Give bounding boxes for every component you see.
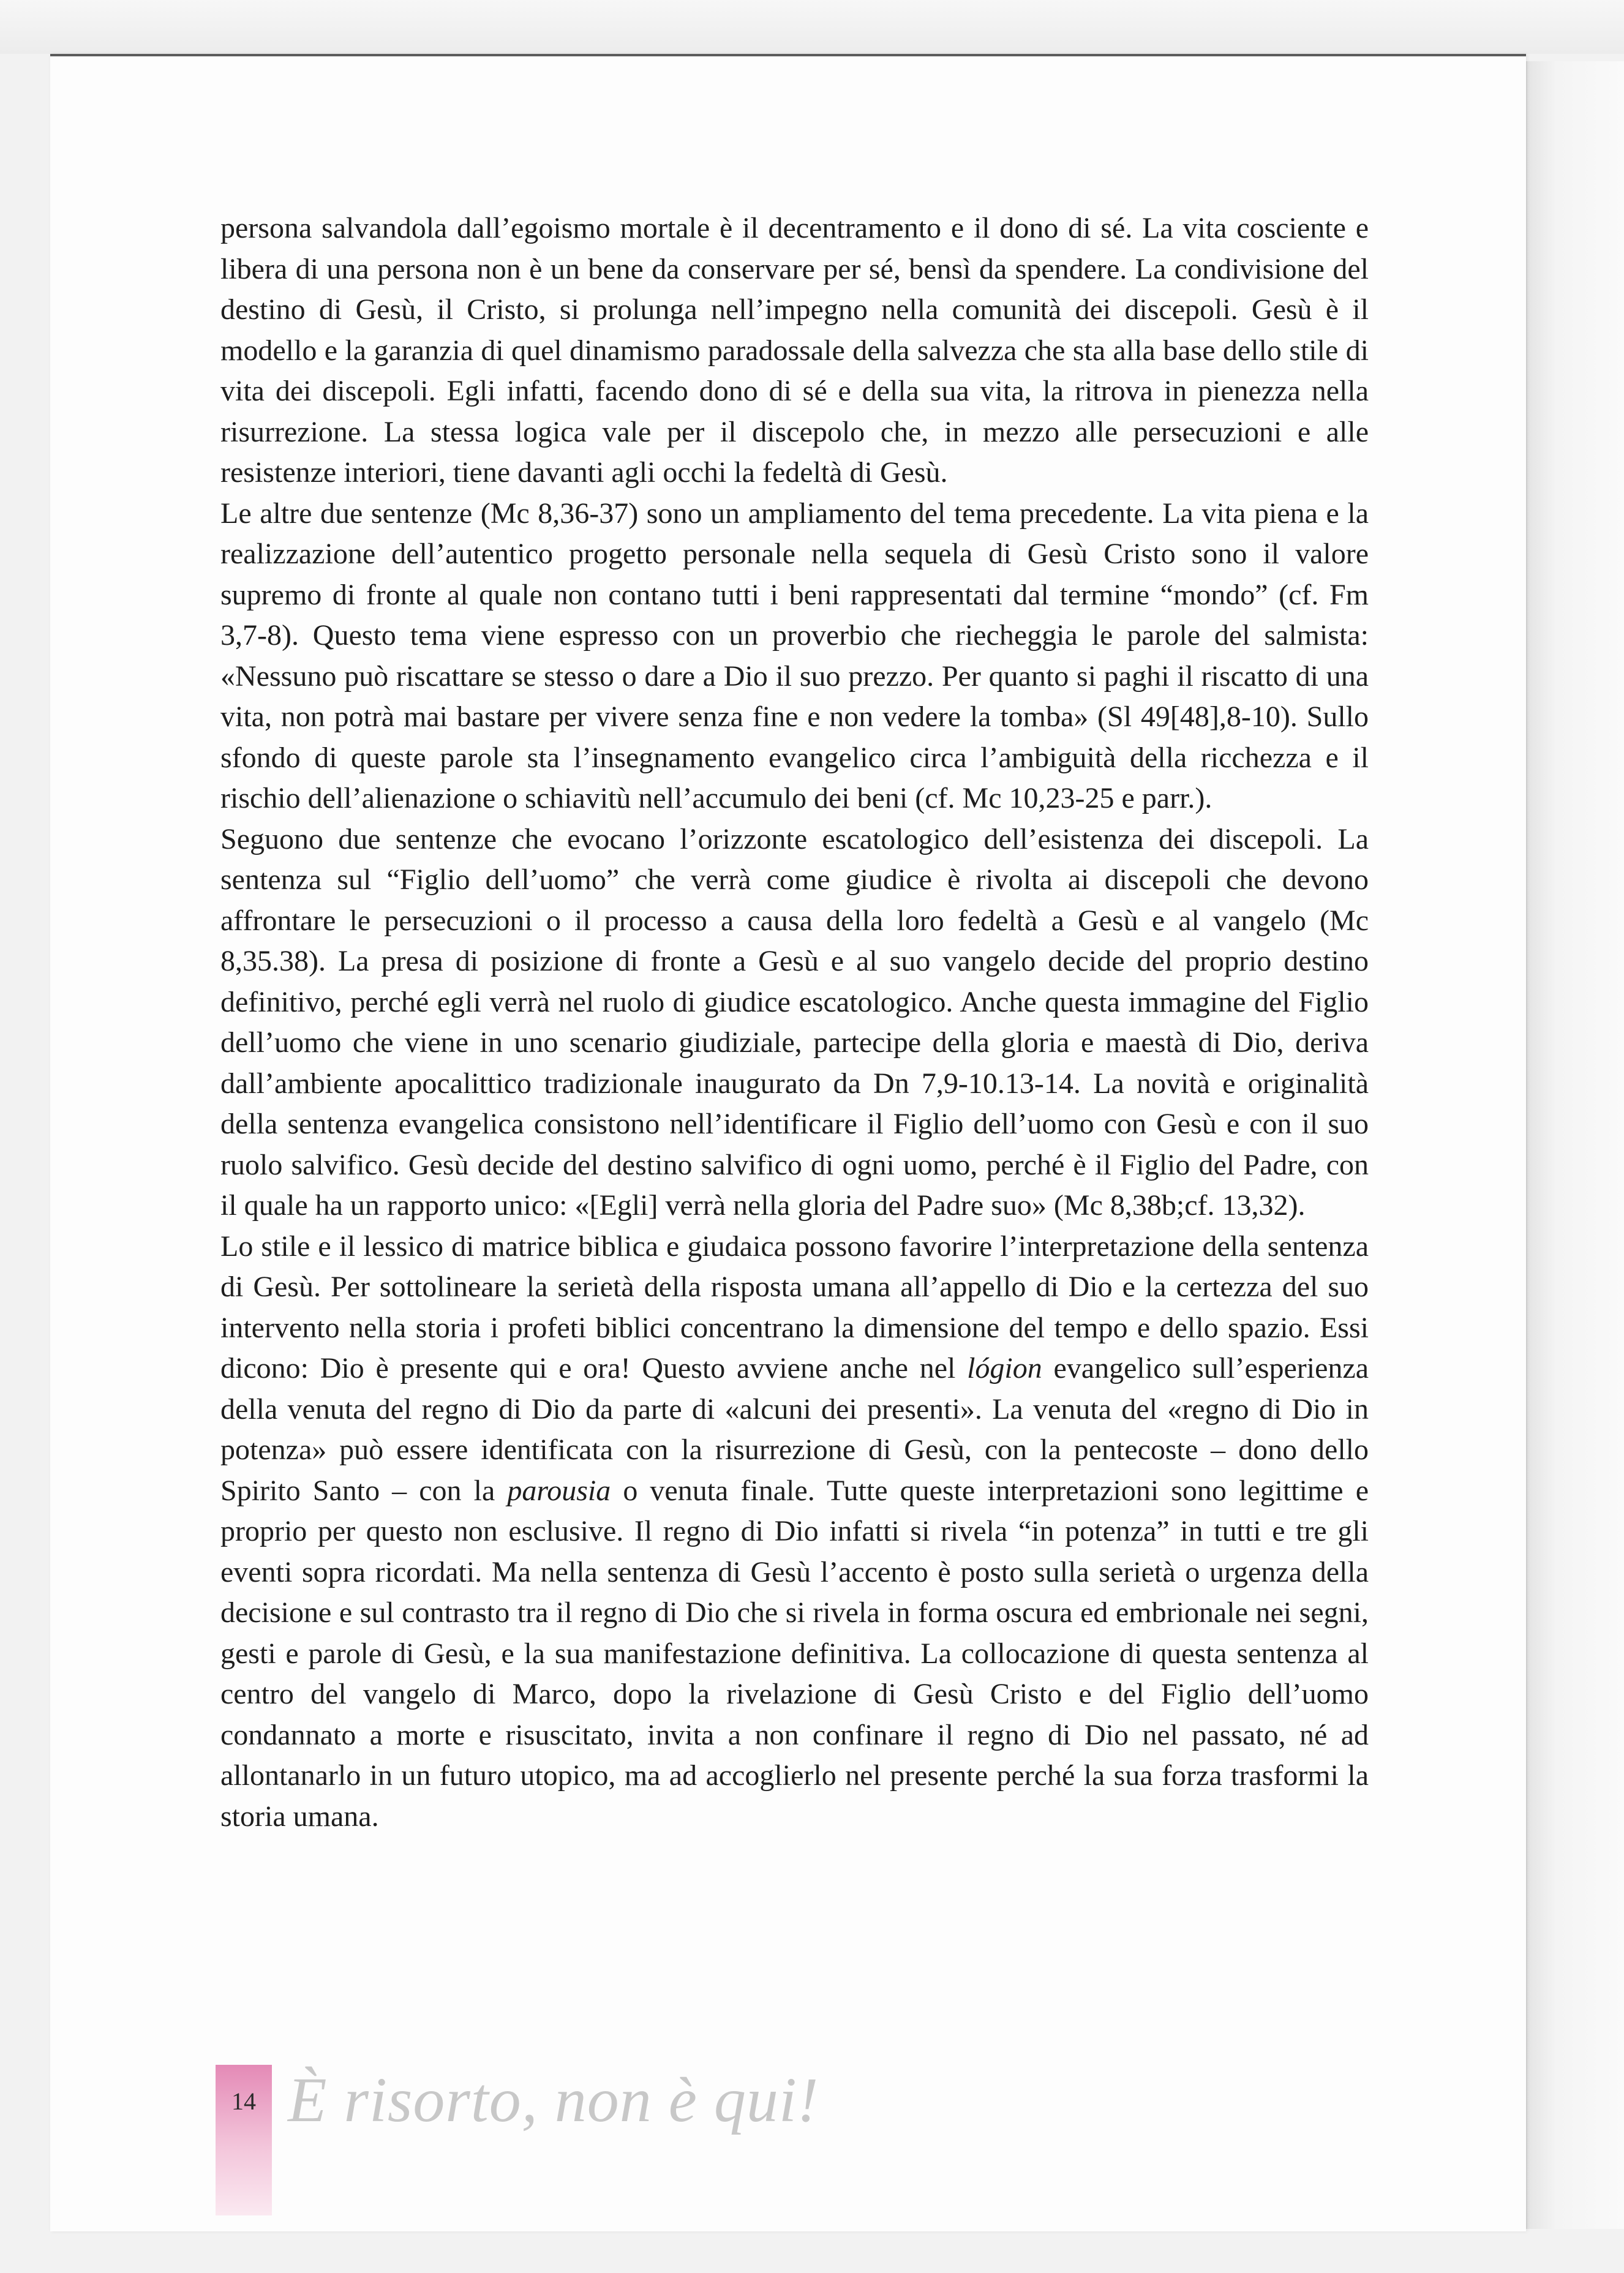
paragraph-text: evangelico sull’esperienza della venuta del regno di Dio da parte di «alcuni dei presenti». La venuta del «regno di Dio in potenza» può essere identificata con la risurrezione di Gesù, con la pentecoste – dono dello Spirito Santo – con la xyxy=(220,1352,1369,1507)
paragraph-text: o venuta finale. Tutte queste interpretazioni sono legittime e proprio per questo non esclusive. Il regno di Dio infatti si rivela “in potenza” in tutti e tre gli eventi sopra ricordati. Ma nella sentenza di Gesù l’accento è posto sulla serietà o urgenza della decisione e sul contrasto tra il regno di Dio che si rivela in forma oscura ed embrionale nei segni, gesti e parole di Gesù, e la sua manifestazione definitiva. La collocazione di questa sentenza al centro del vangelo di Marco, dopo la rivelazione di Gesù Cristo e del Figlio dell’uomo condannato a morte e risuscitato, invita a non confinare il regno di Dio nel passato, né ad allontanarlo in un futuro utopico, ma ad accoglierlo nel presente perché la sua forza trasformi la storia umana. xyxy=(220,1474,1369,1833)
body-text xyxy=(220,208,1369,1837)
paragraph-text: Seguono due sentenze che evocano l’orizzonte escatologico dell’esistenza dei discepoli. La sentenza sul “Figlio dell’uomo” che verrà come giudice è rivolta ai discepoli che devono affrontare le persecuzioni o il processo a causa della loro fedeltà a Gesù e al vangelo (Mc 8,35.38). La presa di posizione di fronte a Gesù e al suo vangelo decide del proprio destino definitivo, perché egli verrà nel ruolo di giudice escatologico. Anche questa immagine del Figlio dell’uomo che viene in uno scenario giudiziale, partecipe della gloria e maestà di Dio, deriva dall’ambiente apocalittico tradizionale inaugurato da Dn 7,9-10.13-14. La novità e originalità della sentenza evangelica consistono nell’identificare il Figlio dell’uomo con Gesù e con il suo ruolo salvifico. Gesù decide del destino salvifico di ogni uomo, perché è il Figlio del Padre, con il quale ha un rapporto unico: «[Egli] verrà nella gloria del Padre suo» (Mc 8,38b;cf. 13,32). xyxy=(220,822,1369,1222)
facing-page-edge xyxy=(1526,61,1624,2229)
paragraph-text: Lo stile e il lessico di matrice biblica e giudaica possono favorire l’interpretazione della sentenza di Gesù. Per sottolineare la serietà della risposta umana all’appello di Dio e la certezza del suo intervento nella storia i profeti biblici concentrano la dimensione del tempo e dello spazio. Essi dicono: Dio è presente qui e ora! Questo avviene anche nel xyxy=(220,1230,1369,1384)
paragraph xyxy=(220,494,1369,819)
italic-term: parousia xyxy=(507,1474,611,1507)
running-footer-title: È risorto, non è qui! xyxy=(288,2065,819,2135)
paragraph xyxy=(220,1227,1369,1838)
paragraph-text: Le altre due sentenze (Mc 8,36-37) sono un ampliamento del tema precedente. La vita piena e la realizzazione dell’autentico progetto personale nella sequela di Gesù Cristo sono il valore supremo di fronte al quale non contano tutti i beni rappresentati dal termine “mondo” (cf. Fm 3,7-8). Questo tema viene espresso con un proverbio che riecheggia le parole del salmista: «Nessuno può riscattare se stesso o dare a Dio il suo prezzo. Per quanto si paghi il riscatto di una vita, non potrà mai bastare per vivere senza fine e non vedere la tomba» (Sl 49[48],8-10). Sullo sfondo di queste parole sta l’insegnamento evangelico circa l’ambiguità della ricchezza e il rischio dell’alienazione o schiavitù nell’accumulo dei beni (cf. Mc 10,23-25 e parr.). xyxy=(220,497,1369,814)
paragraph xyxy=(220,208,1369,494)
paragraph xyxy=(220,819,1369,1227)
scan-background-top xyxy=(0,0,1624,54)
italic-term: lógion xyxy=(967,1352,1042,1384)
page-number: 14 xyxy=(231,2087,256,2115)
paragraph-text: persona salvandola dall’egoismo mortale è il decentramento e il dono di sé. La vita cosciente e libera di una persona non è un bene da conservare per sé, bensì da spendere. La condivisione del destino di Gesù, il Cristo, si prolunga nell’impegno nella comunità dei discepoli. Gesù è il modello e la garanzia di quel dinamismo paradossale della salvezza che sta alla base dello stile di vita dei discepoli. Egli infatti, facendo dono di sé e della sua vita, la ritrova in pienezza nella risurrezione. La stessa logica vale per il discepolo che, in mezzo alle persecuzioni e alle resistenze interiori, tiene davanti agli occhi la fedeltà di Gesù. xyxy=(220,212,1369,489)
